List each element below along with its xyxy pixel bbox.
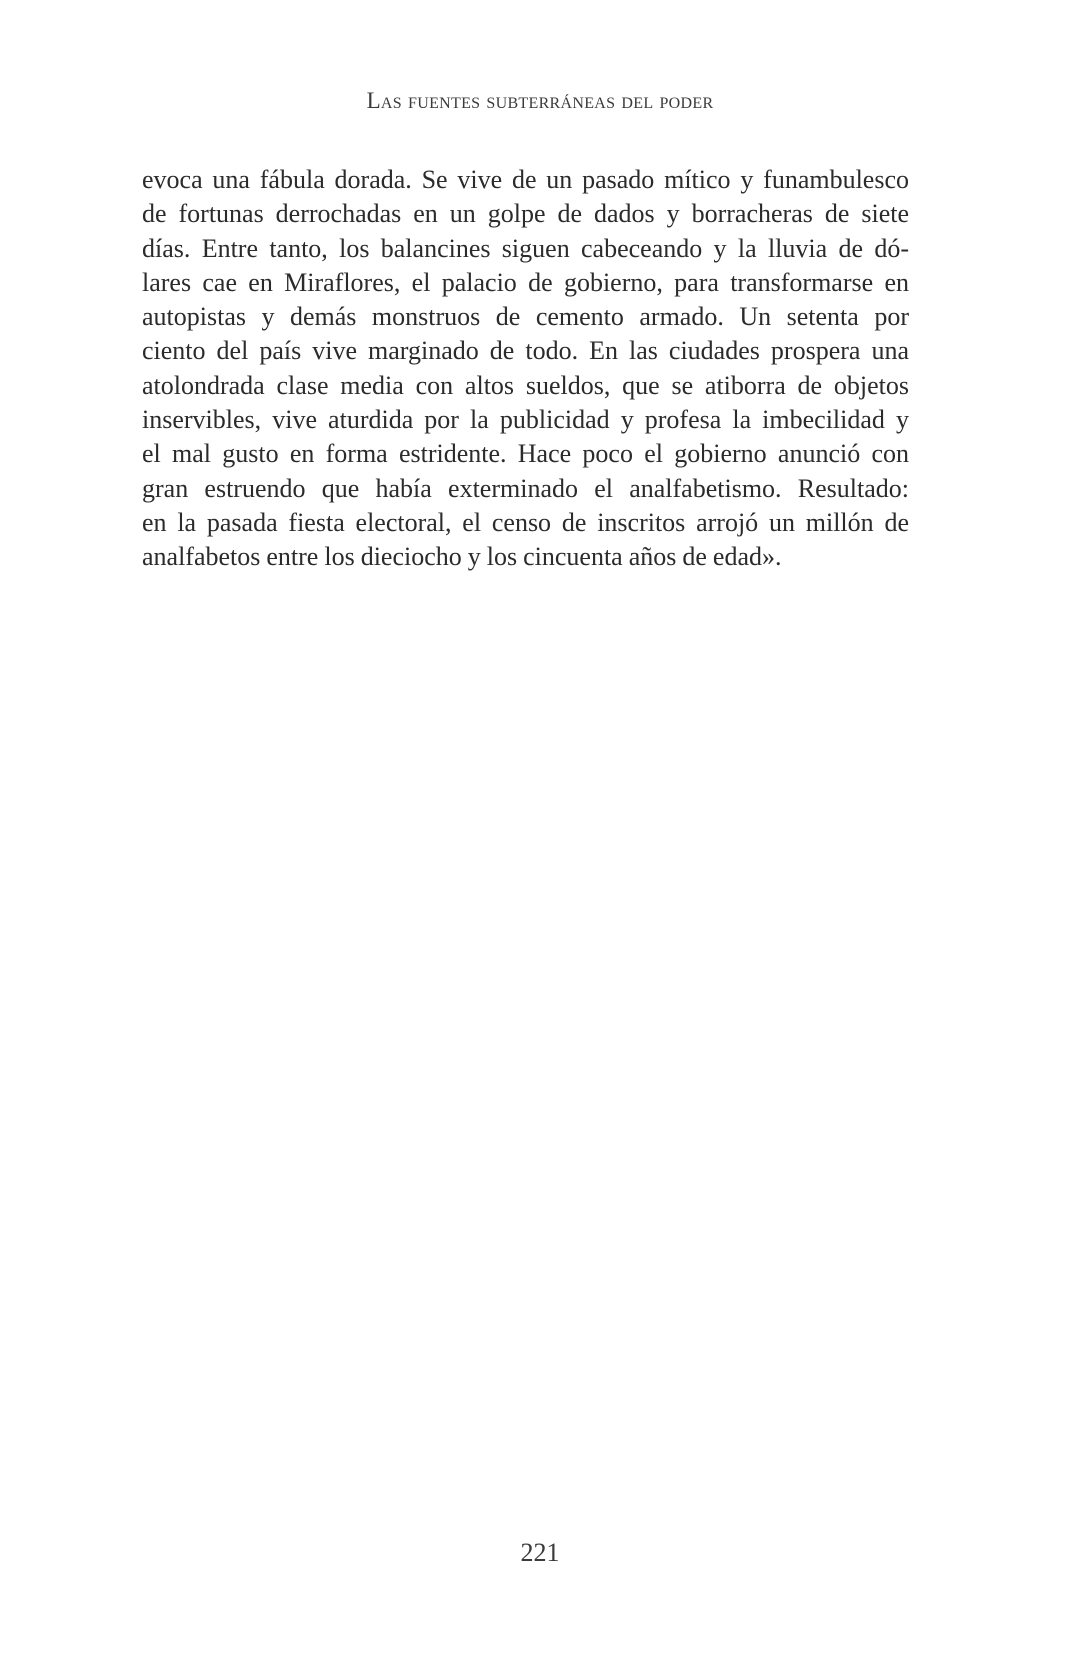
text-line: gran estruendo que había exterminado el analfabetismo. Resultado: [142,473,909,503]
running-header: Las fuentes subterráneas del poder [366,88,714,113]
text-line: evoca una fábula dorada. Se vive de un pasado mítico y funambulesco [142,165,909,194]
text-line: ciento del país vive marginado de todo. En las ciudades prospera una [142,336,909,366]
text-line: el mal gusto en forma estridente. Hace poco el gobierno anunció con [142,439,909,469]
text-line: analfabetos entre los dieciocho y los cincuenta años de edad». [142,542,782,572]
text-line: en la pasada fiesta electoral, el censo de inscritos arrojó un millón de [142,507,909,537]
text-line: lares cae en Miraflores, el palacio de gobierno, para transformarse en [142,267,909,297]
text-line: inservibles, vive aturdida por la publicidad y profesa la imbecilidad y [142,405,909,435]
text-line: de fortunas derrochadas en un golpe de dados y borracheras de siete [142,199,909,229]
text-line: autopistas y demás monstruos de cemento armado. Un setenta por [142,302,909,332]
text-line: días. Entre tanto, los balancines siguen cabeceando y la lluvia de dó- [142,233,909,263]
page-number: 221 [520,1538,560,1567]
text-line: atolondrada clase media con altos sueldos, que se atiborra de objetos [142,370,909,400]
body-paragraph [142,163,909,575]
